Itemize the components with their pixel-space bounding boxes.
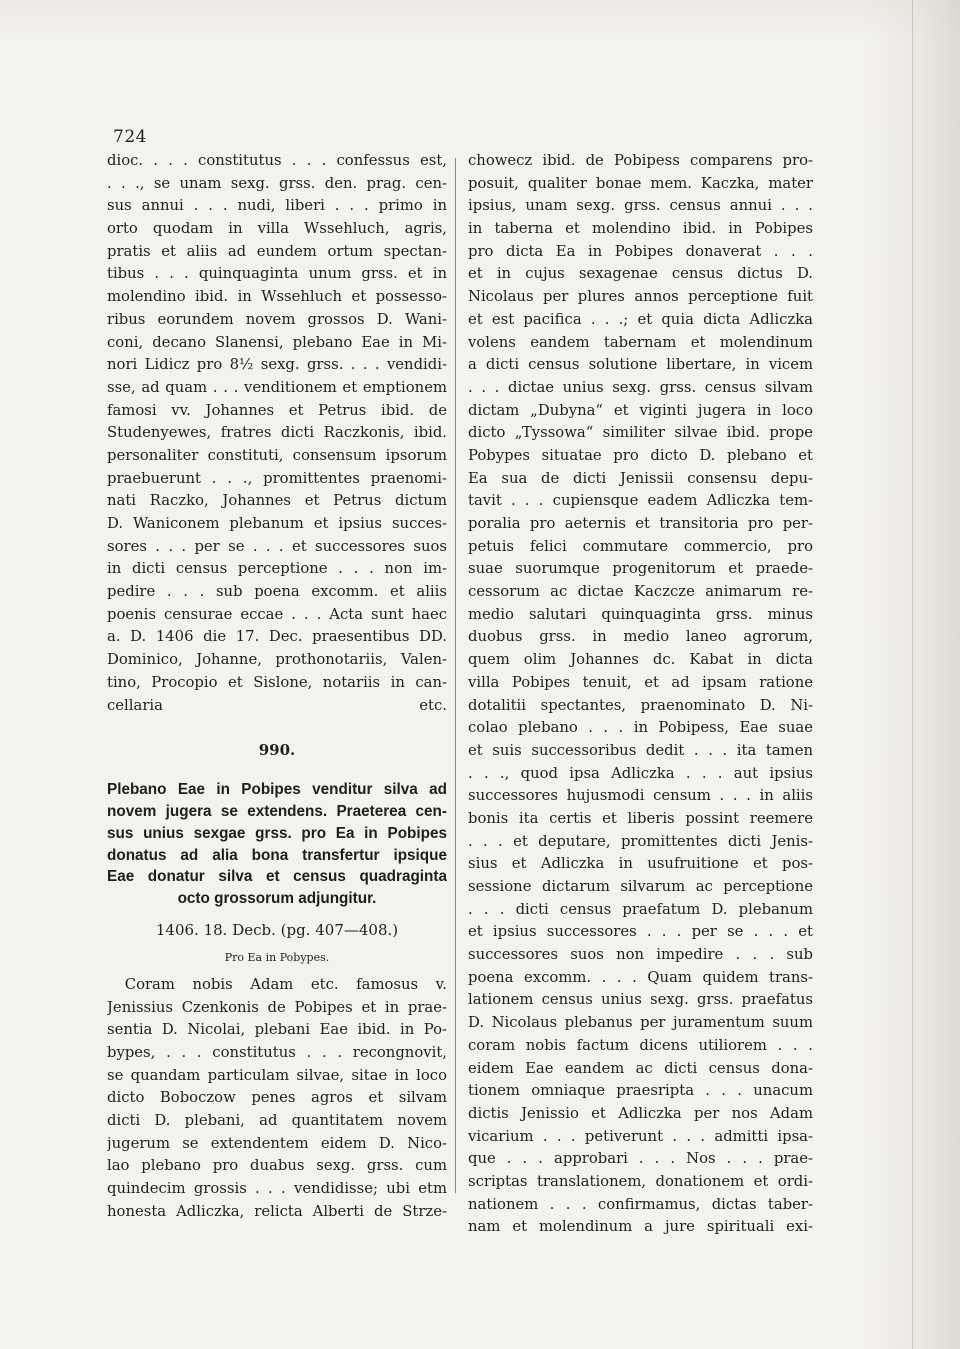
text-line: dicto „Tyssowa“ similiter silvae ibid. prope — [468, 424, 813, 442]
right-column-text — [468, 150, 813, 1239]
text-line: pratis et aliis ad eundem ortum spectan- — [107, 242, 447, 260]
text-line: sse, ad quam . . . venditionem et emptionem — [107, 378, 447, 396]
text-line: villa Pobipes tenuit, et ad ipsam ratione — [468, 673, 813, 691]
text-line: poena excomm. . . . Quam quidem trans- — [468, 968, 813, 986]
text-line: nationem . . . confirmamus, dictas taber- — [468, 1195, 813, 1213]
text-line: . . . dictae unius sexg. grss. census silvam — [468, 378, 813, 396]
text-line: colao plebano . . . in Pobipess, Eae suae — [468, 719, 813, 737]
text-line: praebuerunt . . ., promittentes praenomi- — [107, 469, 447, 487]
source-note: Pro Ea in Pobypes. — [224, 950, 330, 964]
text-line: et suis successoribus dedit . . . ita tamen — [468, 741, 813, 759]
text-line: dicto Boboczow penes agros et silvam — [107, 1089, 447, 1107]
text-line: sores . . . per se . . . et successores suos — [107, 537, 447, 555]
left-column-text — [107, 150, 447, 717]
text-line: honesta Adliczka, relicta Alberti de Strze- — [107, 1202, 447, 1220]
text-line: dictam „Dubyna“ et viginti jugera in loco — [468, 401, 813, 419]
text-line: et ipsius successores . . . per se . . . et — [468, 923, 813, 941]
text-line: personaliter constituti, consensum ipsorum — [107, 446, 447, 464]
text-line: sessione dictarum silvarum ac perceptione — [468, 878, 813, 895]
text-line: quem olim Johannes dc. Kabat in dicta — [468, 651, 813, 669]
heading-line: Plebano Eae in Pobipes venditur silva ad — [107, 781, 447, 799]
text-line: a. D. 1406 die 17. Dec. praesentibus DD. — [107, 628, 447, 646]
text-line: que . . . approbari . . . Nos . . . prae- — [468, 1150, 813, 1168]
text-line: nori Lidicz pro 8½ sexg. grss. . . . vendidi- — [107, 356, 447, 374]
text-line: bypes, . . . constitutus . . . recongnovit, — [107, 1044, 447, 1062]
text-line: nam et molendinum a jure spirituali exi- — [468, 1218, 813, 1236]
text-line: suae suorumque progenitorum et praede- — [468, 560, 813, 578]
text-line: Dominico, Johanne, prothonotariis, Valen- — [107, 651, 447, 669]
page-binding-edge — [912, 0, 913, 1349]
text-line: vicarium . . . petiverunt . . . admitti ipsa- — [468, 1127, 813, 1145]
text-line: sentia D. Nicolai, plebani Eae ibid. in Po- — [107, 1021, 447, 1039]
document-date: 1406. 18. Decb. (pg. 407—408.) — [155, 920, 399, 939]
text-line: poenis censurae eccae . . . Acta sunt haec — [107, 605, 447, 623]
page-number: 724 — [113, 127, 147, 147]
text-line: Ea sua de dicti Jenissii consensu depu- — [468, 469, 813, 487]
heading-line: Eae donatur silva et census quadraginta — [107, 868, 447, 886]
text-line: et in cujus sexagenae census dictus D. — [468, 265, 813, 283]
text-line: coni, decano Slanensi, plebano Eae in Mi- — [107, 333, 447, 351]
text-line: Pobypes situatae pro dicto D. plebano et — [468, 446, 813, 464]
right-column — [468, 150, 813, 1239]
text-line: posuit, qualiter bonae mem. Kaczka, mater — [468, 174, 813, 192]
text-line: dicti D. plebani, ad quantitatem novem — [107, 1112, 447, 1130]
heading-line: octo grossorum adjungitur. — [177, 890, 377, 908]
text-line: scriptas translationem, donationem et ordi- — [468, 1172, 813, 1190]
document-heading — [107, 779, 447, 910]
text-line: lationem census unius sexg. grss. praefatus — [468, 991, 813, 1009]
text-line: Nicolaus per plures annos perceptione fuit — [468, 288, 813, 306]
text-line: tibus . . . quinquaginta unum grss. et in — [107, 265, 447, 283]
text-line: ribus eorundem novem grossos D. Wani- — [107, 310, 447, 328]
text-line: in taberna et molendino ibid. in Pobipes — [468, 220, 813, 238]
heading-line: sus unius sexgae grss. pro Ea in Pobipes — [107, 824, 447, 842]
left-column — [107, 150, 447, 1224]
text-line: . . . et deputare, promittentes dicti Jenis- — [468, 832, 813, 850]
text-line: dioc. . . . constitutus . . . confessus est, — [107, 152, 447, 169]
document-number: 990. — [258, 741, 296, 760]
text-line: dictis Jenissio et Adliczka per nos Adam — [468, 1104, 813, 1122]
text-line: . . ., se unam sexg. grss. den. prag. cen- — [107, 174, 447, 192]
text-line: molendino ibid. in Wssehluch et possesso- — [107, 288, 447, 306]
text-line: successores suos non impedire . . . sub — [468, 946, 813, 964]
text-line: pro dicta Ea in Pobipes donaverat . . . — [468, 242, 813, 260]
text-line: tionem omniaque praesripta . . . unacum — [468, 1082, 813, 1100]
text-line: Studenyewes, fratres dicti Raczkonis, ibid. — [107, 424, 447, 442]
text-line: successores hujusmodi censum . . . in aliis — [468, 787, 813, 805]
text-line: medio salutari quinquaginta grss. minus — [468, 605, 813, 623]
text-line: bonis ita certis et liberis possint reemere — [468, 809, 813, 827]
text-line: Jenissius Czenkonis de Pobipes et in prae- — [107, 998, 447, 1016]
text-line: Coram nobis Adam etc. famosus v. — [124, 975, 447, 993]
text-line: . . . dicti census praefatum D. plebanum — [468, 900, 813, 918]
text-line: D. Waniconem plebanum et ipsius succes- — [107, 515, 447, 532]
text-line: quindecim grossis . . . vendidisse; ubi etm — [107, 1180, 447, 1198]
text-line: cellaria etc. — [107, 696, 447, 714]
heading-line: donatus ad alia bona transfertur ipsique — [107, 846, 447, 864]
text-line: chowecz ibid. de Pobipess comparens pro- — [468, 152, 813, 169]
text-line: . . ., quod ipsa Adliczka . . . aut ipsius — [468, 764, 813, 782]
text-line: et est pacifica . . .; et quia dicta Adliczka — [468, 310, 813, 328]
text-line: se quandam particulam silvae, sitae in loco — [107, 1066, 447, 1084]
document-body — [107, 974, 447, 1224]
text-line: lao plebano pro duabus sexg. grss. cum — [107, 1157, 447, 1175]
page-top-shadow — [0, 0, 960, 40]
text-line: sius et Adliczka in usufruitione et pos- — [468, 855, 813, 873]
text-line: volens eandem tabernam et molendinum — [468, 333, 813, 351]
text-line: eidem Eae eandem ac dicti census dona- — [468, 1059, 813, 1077]
text-line: D. Nicolaus plebanus per juramentum suum — [468, 1014, 813, 1032]
text-line: dotalitii spectantes, praenominato D. Ni- — [468, 696, 813, 714]
text-line: ipsius, unam sexg. grss. census annui . . . — [468, 197, 813, 215]
heading-line: novem jugera se extendens. Praeterea cen- — [107, 802, 447, 820]
text-line: coram nobis factum dicens utiliorem . . . — [468, 1036, 813, 1054]
text-line: petuis felici commutare commercio, pro — [468, 537, 813, 555]
text-line: duobus grss. in medio laneo agrorum, — [468, 628, 813, 646]
text-line: tavit . . . cupiensque eadem Adliczka tem- — [468, 492, 813, 510]
text-line: orto quodam in villa Wssehluch, agris, — [107, 220, 447, 238]
text-line: pedire . . . sub poena excomm. et aliis — [107, 583, 447, 601]
text-line: nati Raczko, Johannes et Petrus dictum — [107, 492, 447, 510]
text-line: poralia pro aeternis et transitoria pro per- — [468, 515, 813, 532]
text-line: cessorum ac dictae Kaczcze animarum re- — [468, 583, 813, 601]
text-line: sus annui . . . nudi, liberi . . . primo in — [107, 197, 447, 215]
text-line: famosi vv. Johannes et Petrus ibid. de — [107, 401, 447, 419]
column-divider — [455, 158, 456, 1193]
text-line: a dicti census solutione libertare, in vicem — [468, 356, 813, 374]
text-line: in dicti census perceptione . . . non im- — [107, 560, 447, 578]
text-line: tino, Procopio et Sislone, notariis in can- — [107, 673, 447, 691]
text-line: jugerum se extendentem eidem D. Nico- — [107, 1134, 447, 1152]
